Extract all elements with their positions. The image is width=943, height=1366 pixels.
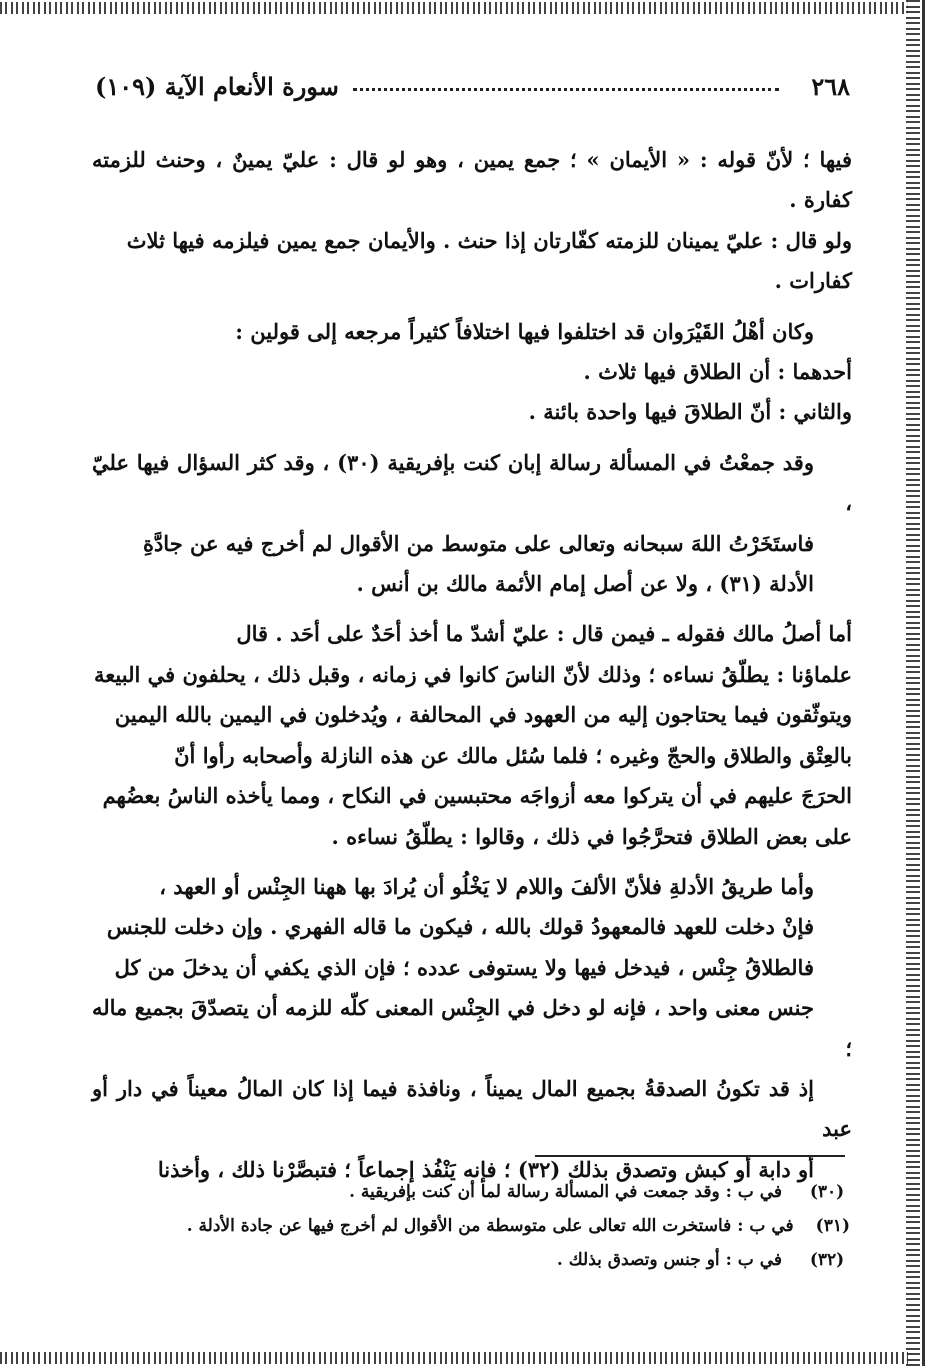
running-header [95, 66, 850, 106]
decorative-border-bottom [0, 1352, 908, 1364]
text-line: جنس معنى واحد ، فإنه لو دخل في الجِنْس المعنى كلّه للزمه أن يتصدّقَ بجميع ماله ؛ [92, 995, 852, 1061]
paragraph-p3 [92, 352, 852, 392]
text-line: الحرَجَ عليهم في أن يتركوا معه أزواجَه محتبسين في النكاح ، ومما يأخذه الناسُ بعضُهم [102, 783, 852, 809]
text-line: كفارات . [774, 268, 852, 294]
text-line: أما أصلُ مالك فقوله ـ فيمن قال : عليّ أشدّ ما أخذ أحَدٌ على أحَد . قال [236, 621, 852, 647]
footnote-number: (٣١) [815, 1216, 850, 1236]
page-number: ٢٦٨ [811, 71, 850, 101]
main-text [92, 140, 852, 1190]
text-line: فاستَخَرْتُ اللهَ سبحانه وتعالى على متوسط من الأقوال لم أخرج فيه عن جادَّةِ [142, 530, 814, 556]
footnote-text: في ب : وقد جمعت في المسألة رسالة لما أن كنت بإفريقية . [349, 1182, 782, 1202]
text-line: على بعض الطلاق فتحرَّجُوا في ذلك ، وقالوا : يطلّقُ نساءه . [331, 823, 852, 849]
text-line: فالطلاقُ جِنْس ، فيدخل فيها ولا يستوفى عدده ؛ فإن الذي يكفي أن يدخلَ من كل [114, 954, 814, 980]
text-line: إذ قد تكونُ الصدقةُ بجميع المال يميناً ، ونافذة فيما إذا كان المالُ معيناً في دار أو عبد [92, 1075, 852, 1142]
footnote-text: في ب : فاستخرت الله تعالى على متوسطة من الأقوال لم أخرج فيها عن جادة الأدلة . [186, 1216, 794, 1236]
footnote [300, 1243, 850, 1277]
footnote [300, 1175, 850, 1209]
footnotes [186, 1175, 850, 1277]
footnote [186, 1209, 850, 1243]
decorative-border-top [0, 2, 908, 14]
text-line: علماؤنا : يطلّقُ نساءه ؛ وذلك لأنّ الناسَ كانوا في زمانه ، وقبل ذلك ، يحلفون في البيعة [94, 661, 852, 687]
text-line: وأما طريقُ الأدلةِ فلأنّ الألفَ واللام لا يَخْلُو أن يُرادَ بها ههنا الجِنْس أو العهد ، [159, 873, 814, 899]
footnote-number: (٣٠) [809, 1182, 845, 1202]
footnote-number: (٣٢) [809, 1250, 845, 1270]
chapter-title: سورة الأنعام الآية (١٠٩) [95, 71, 339, 101]
decorative-border-right-rule [922, 0, 925, 1366]
paragraph-p5 [92, 443, 852, 605]
text-line: أو دابة أو كبش وتصدق بذلك (٣٢) ؛ فإنه يَنْفُذ إجماعاً ؛ فتبصَّرْنا ذلك ، وأخذنا [157, 1156, 814, 1182]
text-line: ويتوثّقون فيما يحتاجون إليه من العهود في المحالفة ، ويُدخلون في اليمين بالله اليمين [114, 702, 852, 728]
footnote-separator [535, 1155, 845, 1157]
paragraph-p4 [92, 392, 852, 432]
paragraph-p1 [92, 140, 852, 302]
text-line: فإنْ دخلت للعهد فالمعهودُ قولك بالله ، فيكون ما قاله الفهري . وإن دخلت للجنس [106, 914, 814, 940]
paragraph-p6 [92, 614, 852, 856]
paragraph-p2 [92, 312, 852, 352]
text-line: فيها ؛ لأنّ قوله : « الأيمان » ؛ جمع يمين ، وهو لو قال : عليّ يمينٌ ، وحنث للزمته كفارة . [92, 147, 852, 213]
footnote-text: في ب : أو جنس وتصدق بذلك . [556, 1250, 782, 1270]
text-line: الأدلة (٣١) ، ولا عن أصل إمام الأئمة مالك بن أنس . [356, 571, 814, 597]
text-line: والثاني : أنّ الطلاقَ فيها واحدة بائنة . [528, 399, 852, 425]
paragraph-p7 [92, 867, 852, 1190]
text-line: أحدهما : أن الطلاق فيها ثلاث . [583, 359, 852, 385]
text-line: بالعِتْق والطلاق والحجّ وغيره ؛ فلما سُئل مالك عن هذه النازلة وأصحابه رأوا أنّ [174, 742, 852, 768]
text-line: وكان أهْلُ القَيْرَوان قد اختلفوا فيها اختلافاً كثيراً مرجعه إلى قولين : [235, 318, 814, 344]
decorative-border-right [906, 0, 920, 1366]
header-dot-leader [353, 88, 780, 91]
text-line: وقد جمعْتُ في المسألة رسالة إبان كنت بإفريقية (٣٠) ، وقد كثر السؤال فيها عليّ ، [92, 449, 852, 516]
text-line: ولو قال : عليّ يمينان للزمته كفّارتان إذا حنث . والأيمان جمع يمين فيلزمه فيها ثلاث [126, 227, 852, 253]
